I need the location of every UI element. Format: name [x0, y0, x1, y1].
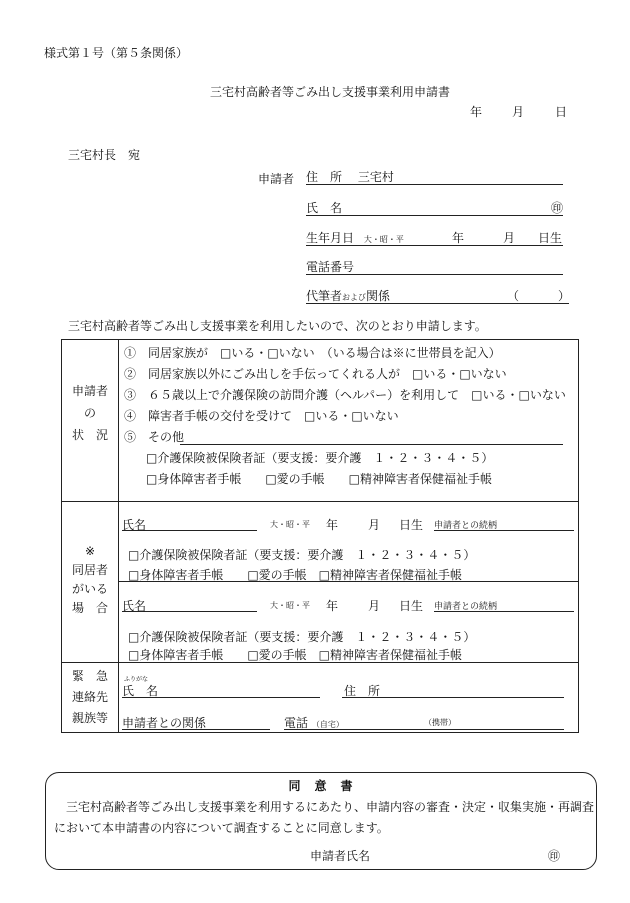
label-column-divider: [118, 340, 119, 732]
cohabitant-2-row[interactable]: [122, 597, 572, 613]
proxy-paren-open: （: [507, 289, 520, 303]
emergency-phone-field[interactable]: [284, 714, 564, 730]
cohabitant-1-row[interactable]: [122, 516, 572, 532]
section-divider-1: [62, 501, 578, 502]
emergency-phone-home: （自宅）: [311, 720, 344, 729]
cohabitant-1-relation: 申請者との続柄: [434, 518, 574, 531]
proxy-paren-close: ）: [558, 289, 571, 303]
phone-field[interactable]: [306, 258, 563, 275]
consent-body-line2: において本申請書の内容について調査することに同意します。: [54, 821, 389, 835]
dob-year: 年: [452, 231, 465, 245]
emergency-relation-field[interactable]: [122, 714, 270, 730]
consent-box: [45, 772, 597, 870]
dob-eras: 大・昭・平: [363, 235, 404, 244]
cohabitant-2-eras: 大・昭・平: [270, 601, 310, 610]
status-item-1[interactable]: ① 同居家族が □いる・□いない （いる場合は※に世帯員を記入）: [124, 346, 501, 360]
date-day: 日: [555, 105, 568, 119]
addressee: 三宅村長 宛: [68, 148, 141, 162]
cohabitant-1-month: 月: [368, 518, 381, 532]
dob-day: 日生: [538, 231, 563, 245]
cohabitant-2-day: 日生: [399, 599, 424, 613]
cohabitant-2-relation: 申請者との続柄: [434, 599, 574, 612]
dob-label: 生年月日: [306, 231, 355, 245]
status-item-2[interactable]: ② 同居家族以外にごみ出しを手伝ってくれる人が □いる・□いない: [124, 367, 507, 381]
status-care-insurance[interactable]: □介護保険被保険者証（要支援：要介護 １・２・３・４・５）: [146, 451, 494, 465]
seal-mark: ㊞: [550, 201, 563, 215]
date-month: 月: [512, 105, 525, 119]
proxy-field[interactable]: [306, 287, 569, 304]
cohabitant-2-handbooks[interactable]: □身体障害者手帳 □愛の手帳 □精神障害者保健福祉手帳: [128, 648, 463, 662]
phone-label: 電話番号: [306, 260, 355, 274]
cohabitant-2-care[interactable]: □介護保険被保険者証（要支援：要介護 １・２・３・４・５）: [128, 630, 476, 644]
applicant-label: 申請者: [258, 172, 295, 186]
status-other-field[interactable]: [180, 428, 563, 445]
address-label: 住 所: [306, 170, 343, 184]
status-item-3[interactable]: ③ ６５歳以上で介護保険の訪問介護（ヘルパー）を利用して □いる・□いない: [124, 388, 566, 402]
emergency-address-field[interactable]: [342, 682, 564, 698]
cohabitant-1-care[interactable]: □介護保険被保険者証（要支援：要介護 １・２・３・４・５）: [128, 548, 476, 562]
emergency-address-label: 住 所: [344, 684, 381, 698]
form-title: 三宅村高齢者等ごみ出し支援事業利用申請書: [210, 85, 451, 99]
intro-text: 三宅村高齢者等ごみ出し支援事業を利用したいので、次のとおり申請します。: [68, 319, 487, 333]
dob-field[interactable]: [306, 229, 563, 246]
emergency-name-field[interactable]: [122, 682, 320, 698]
name-label: 氏 名: [306, 201, 343, 215]
proxy-and: および: [342, 293, 367, 302]
consent-seal: ㊞: [548, 849, 561, 863]
consent-body-line1: 三宅村高齢者等ごみ出し支援事業を利用するにあたり、申請内容の審査・決定・収集実施・再調査: [66, 800, 595, 814]
cohabitant-1-handbooks[interactable]: □身体障害者手帳 □愛の手帳 □精神障害者保健福祉手帳: [128, 568, 463, 582]
emergency-relation-label: 申請者との関係: [122, 716, 207, 730]
status-item-4[interactable]: ④ 障害者手帳の交付を受けて □いる・□いない: [124, 409, 399, 423]
emergency-furigana: ふりがな: [124, 676, 149, 683]
cohabitant-label: ※ 同居者 がいる 場 合: [71, 544, 108, 615]
name-field[interactable]: [306, 199, 563, 216]
emergency-phone-label: 電話: [284, 716, 309, 730]
emergency-name-label: 氏 名: [122, 684, 159, 698]
consent-title: 同 意 書: [288, 779, 354, 793]
emergency-label: 緊 急 連絡先 親族等: [71, 669, 108, 725]
proxy-relation: 関係: [366, 289, 391, 303]
consent-signature-field[interactable]: [366, 847, 556, 861]
application-table: [61, 339, 579, 733]
dob-month: 月: [503, 231, 516, 245]
date-year: 年: [470, 105, 483, 119]
cohabitant-1-year: 年: [326, 518, 339, 532]
status-item-5[interactable]: ⑤ その他: [124, 430, 185, 444]
status-label: 申請者 の 状 況: [71, 384, 108, 442]
status-handbooks[interactable]: □身体障害者手帳 □愛の手帳 □精神障害者保健福祉手帳: [146, 472, 493, 486]
cohabitant-2-name-label: 氏名: [122, 597, 257, 612]
cohabitant-1-name-label: 氏名: [122, 516, 257, 531]
consent-signature-label: 申請者氏名: [310, 849, 371, 863]
cohabitant-1-day: 日生: [399, 518, 424, 532]
address-field[interactable]: [306, 168, 563, 185]
cohabitant-2-month: 月: [368, 599, 381, 613]
proxy-label: 代筆者: [306, 289, 343, 303]
cohabitant-2-year: 年: [326, 599, 339, 613]
form-number: 様式第１号（第５条関係）: [44, 46, 189, 60]
emergency-phone-mobile: （携帯）: [424, 718, 456, 727]
address-value: 三宅村: [357, 170, 394, 184]
cohabitant-1-eras: 大・昭・平: [270, 520, 310, 529]
